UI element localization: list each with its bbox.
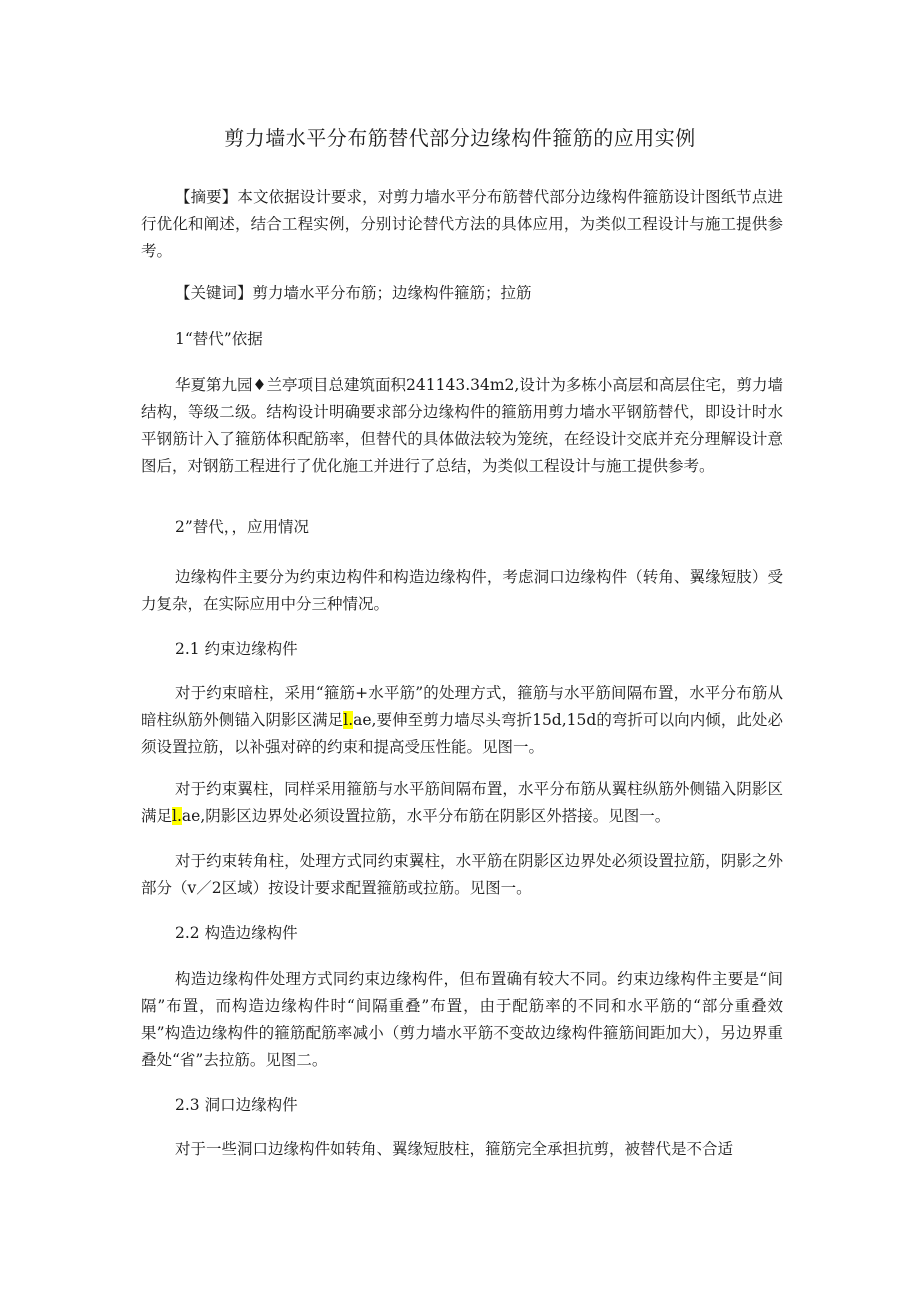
section-2-1-paragraph-1 [141,680,783,761]
section-1-body: 华夏第九园♦兰亭项目总建筑面积241143.34m2,设计为多栋小高层和高层住宅，剪力墙结构，等级二级。结构设计明确要求部分边缘构件的箍筋用剪力墙水平钢筋替代，即设计时水平钢筋计入了箍筋体积配筋率，但替代的具体做法较为笼统，在经设计交底并充分理解设计意图后，对钢筋工程进行了优化施工并进行了总结，为类似工程设计与施工提供参考。 [141,376,783,475]
section-2-3-heading: 2.3 洞口边缘构件 [175,1096,298,1114]
section-2-2-body: 构造边缘构件处理方式同约束边缘构件，但布置确有较大不同。约束边缘构件主要是“间隔”布置，而构造边缘构件时“间隔重叠”布置，由于配筋率的不同和水平筋的“部分重叠效果”构造边缘构件的箍筋配筋率减小（剪力墙水平筋不变故边缘构件箍筋间距加大），另边界重叠处“省”去拉筋。见图二。 [141,970,783,1069]
highlighted-text: l. [172,807,182,825]
document-title: 剪力墙水平分布筋替代部分边缘构件箍筋的应用实例 [224,126,696,150]
section-1-heading: 1“替代”依据 [175,330,263,348]
paragraph-text: ae,要伸至剪力墙尽头弯折15d,15d的弯折可以向内倾，此处必须设置拉筋，以补强对碎的约束和提高受压性能。见图一。 [141,711,783,756]
paragraph-text: 对于约束暗柱，采用“箍筋+水平筋”的处理方式，箍筋与水平筋间隔布置，水平分布筋从暗柱纵筋外侧锚入阴影区满足 [141,684,783,729]
section-2-1-paragraph-2 [141,776,783,830]
section-2-heading: 2”替代，，应用情况 [175,518,310,536]
paragraph-text: ae,阴影区边界处必须设置拉筋，水平分布筋在阴影区外搭接。见图一。 [181,807,671,825]
section-2-intro: 边缘构件主要分为约束边构件和构造边缘构件，考虑洞口边缘构件（转角、翼缘短肢）受力复杂，在实际应用中分三种情况。 [141,568,783,613]
section-2-1-paragraph-3: 对于约束转角柱，处理方式同约束翼柱，水平筋在阴影区边界处必须设置拉筋，阴影之外部分（v／2区域）按设计要求配置箍筋或拉筋。见图一。 [141,852,783,897]
section-2-1-heading: 2.1 约束边缘构件 [175,640,298,658]
abstract-paragraph: 【摘要】本文依据设计要求，对剪力墙水平分布筋替代部分边缘构件箍筋设计图纸节点进行优化和阐述，结合工程实例，分别讨论替代方法的具体应用，为类似工程设计与施工提供参考。 [141,188,783,260]
section-2-2-heading: 2.2 构造边缘构件 [175,924,298,942]
keywords-paragraph: 【关键词】剪力墙水平分布筋；边缘构件箍筋；拉筋 [175,284,532,302]
section-2-3-body: 对于一些洞口边缘构件如转角、翼缘短肢柱，箍筋完全承担抗剪，被替代是不合适 [175,1140,734,1158]
paragraph-text: 对于约束翼柱，同样采用箍筋与水平筋间隔布置，水平分布筋从翼柱纵筋外侧锚入阴影区满足 [141,780,783,825]
highlighted-text: l. [343,711,354,729]
